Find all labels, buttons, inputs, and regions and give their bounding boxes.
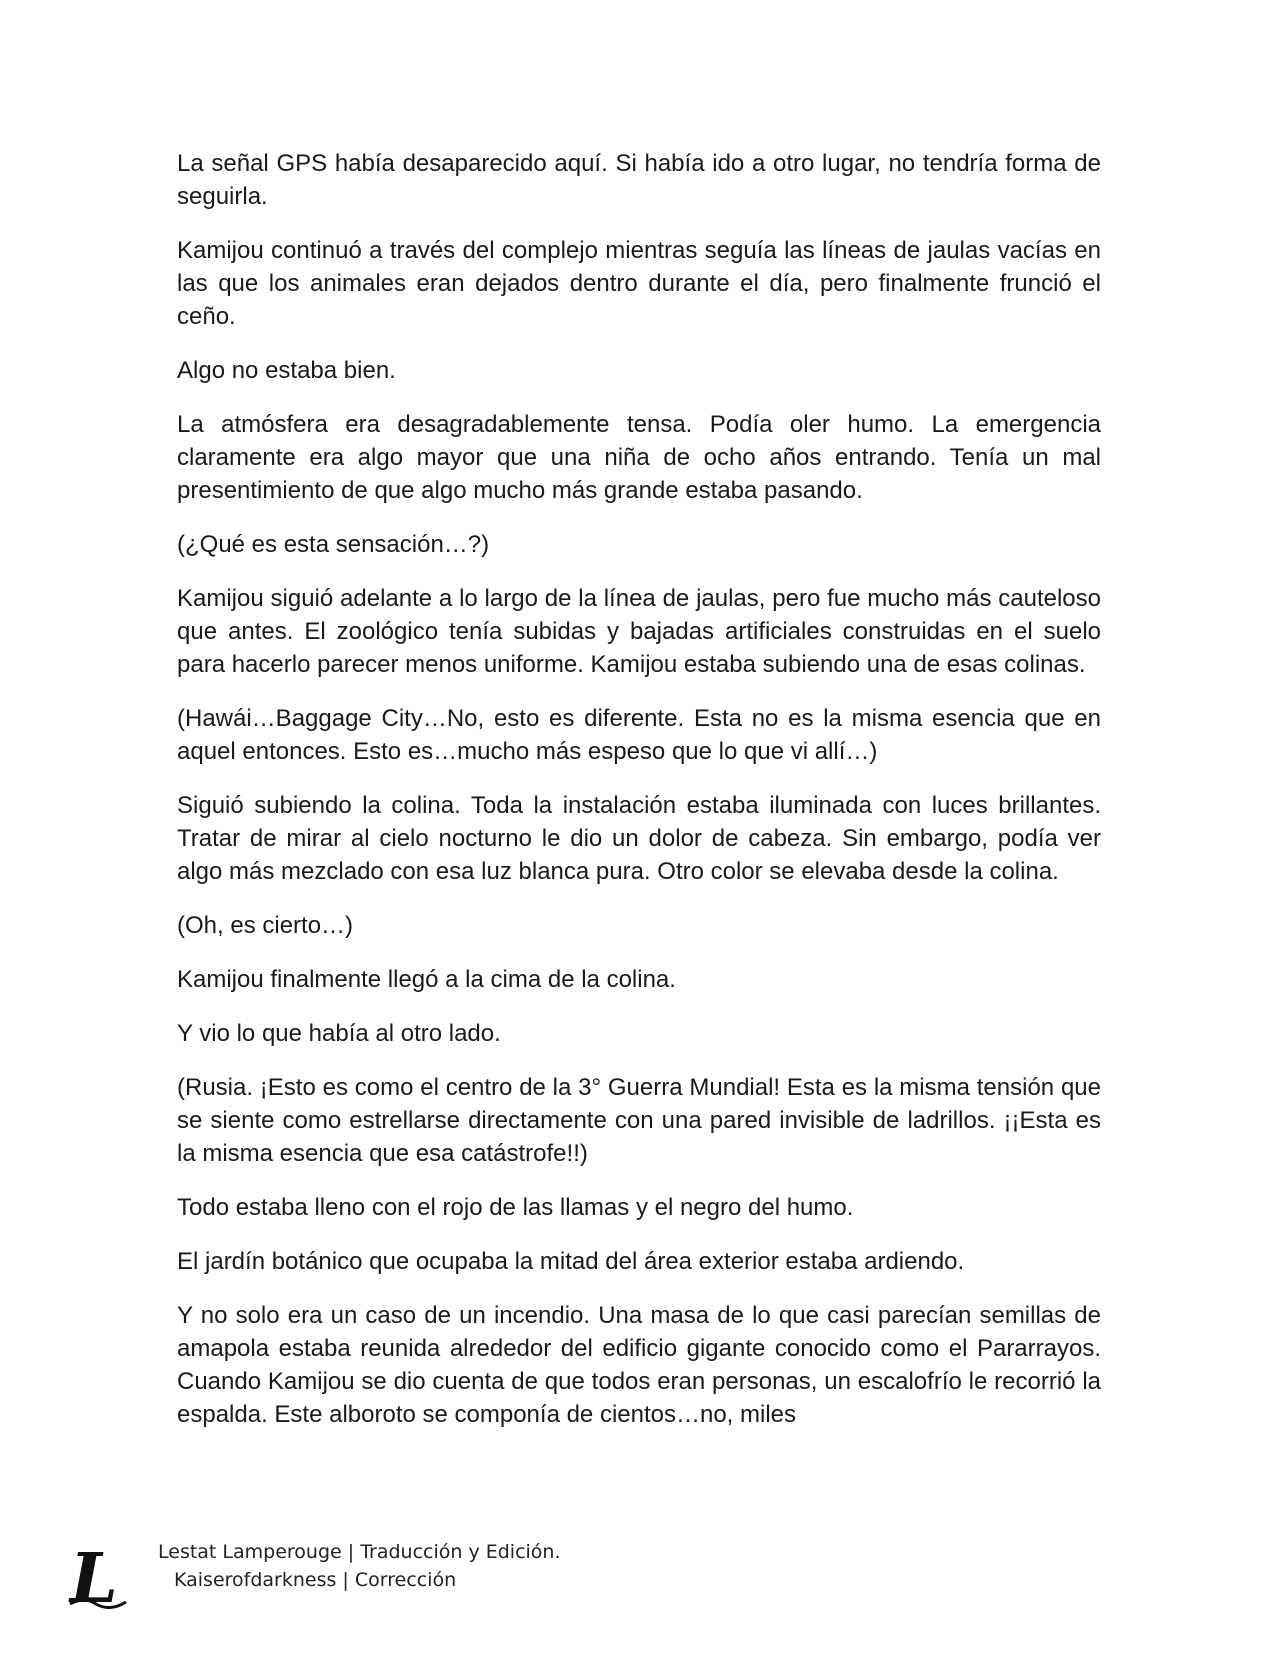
paragraph-5: (¿Qué es esta sensación…?) (177, 531, 490, 558)
paragraph-3: Algo no estaba bien. (177, 357, 396, 384)
page-body (177, 147, 1101, 1452)
paragraph-13: Todo estaba lleno con el rojo de las llamas y el negro del humo. (177, 1194, 854, 1221)
paragraph-6: Kamijou siguió adelante a lo largo de la línea de jaulas, pero fue mucho más cauteloso que antes. El zoológico tenía subidas y bajadas artificiales construidas en el suelo para hacerlo parecer menos uniforme. Kamijou estaba subiendo una de esas colinas. (177, 585, 1101, 678)
paragraph-7: (Hawái…Baggage City…No, esto es diferente. Esta no es la misma esencia que en aquel entonces. Esto es…mucho más espeso que lo que vi allí…) (177, 705, 1101, 765)
page-footer (66, 1538, 766, 1638)
credit-translation: Lestat Lamperouge | Traducción y Edición. (158, 1541, 561, 1563)
paragraph-2: Kamijou continuó a través del complejo mientras seguía las líneas de jaulas vacías en las que los animales eran dejados dentro durante el día, pero finalmente frunció el ceño. (177, 237, 1101, 330)
gothic-l-logo (66, 1542, 130, 1612)
paragraph-1: La señal GPS había desaparecido aquí. Si había ido a otro lugar, no tendría forma de seguirla. (177, 150, 1101, 210)
paragraph-12: (Rusia. ¡Esto es como el centro de la 3° Guerra Mundial! Esta es la misma tensión que se siente como estrellarse directamente con una pared invisible de ladrillos. ¡¡Esta es la misma esencia que esa catástrofe!!) (177, 1074, 1101, 1167)
credit-correction: Kaiserofdarkness | Corrección (174, 1569, 457, 1591)
credits (158, 1538, 561, 1594)
paragraph-10: Kamijou finalmente llegó a la cima de la colina. (177, 966, 676, 993)
paragraph-15: Y no solo era un caso de un incendio. Una masa de lo que casi parecían semillas de amapola estaba reunida alrededor del edificio gigante conocido como el Pararrayos. Cuando Kamijou se dio cuenta de que todos eran personas, un escalofrío le recorrió la espalda. Este alboroto se componía de cientos…no, miles (177, 1302, 1101, 1428)
paragraph-9: (Oh, es cierto…) (177, 912, 354, 939)
svg-text:L: L (70, 1542, 118, 1612)
paragraph-4: La atmósfera era desagradablemente tensa. Podía oler humo. La emergencia claramente era algo mayor que una niña de ocho años entrando. Tenía un mal presentimiento de que algo mucho más grande estaba pasando. (177, 411, 1101, 504)
paragraph-14: El jardín botánico que ocupaba la mitad del área exterior estaba ardiendo. (177, 1248, 965, 1275)
paragraph-11: Y vio lo que había al otro lado. (177, 1020, 501, 1047)
paragraph-8: Siguió subiendo la colina. Toda la instalación estaba iluminada con luces brillantes. Tratar de mirar al cielo nocturno le dio un dolor de cabeza. Sin embargo, podía ver algo más mezclado con esa luz blanca pura. Otro color se elevaba desde la colina. (177, 792, 1101, 885)
